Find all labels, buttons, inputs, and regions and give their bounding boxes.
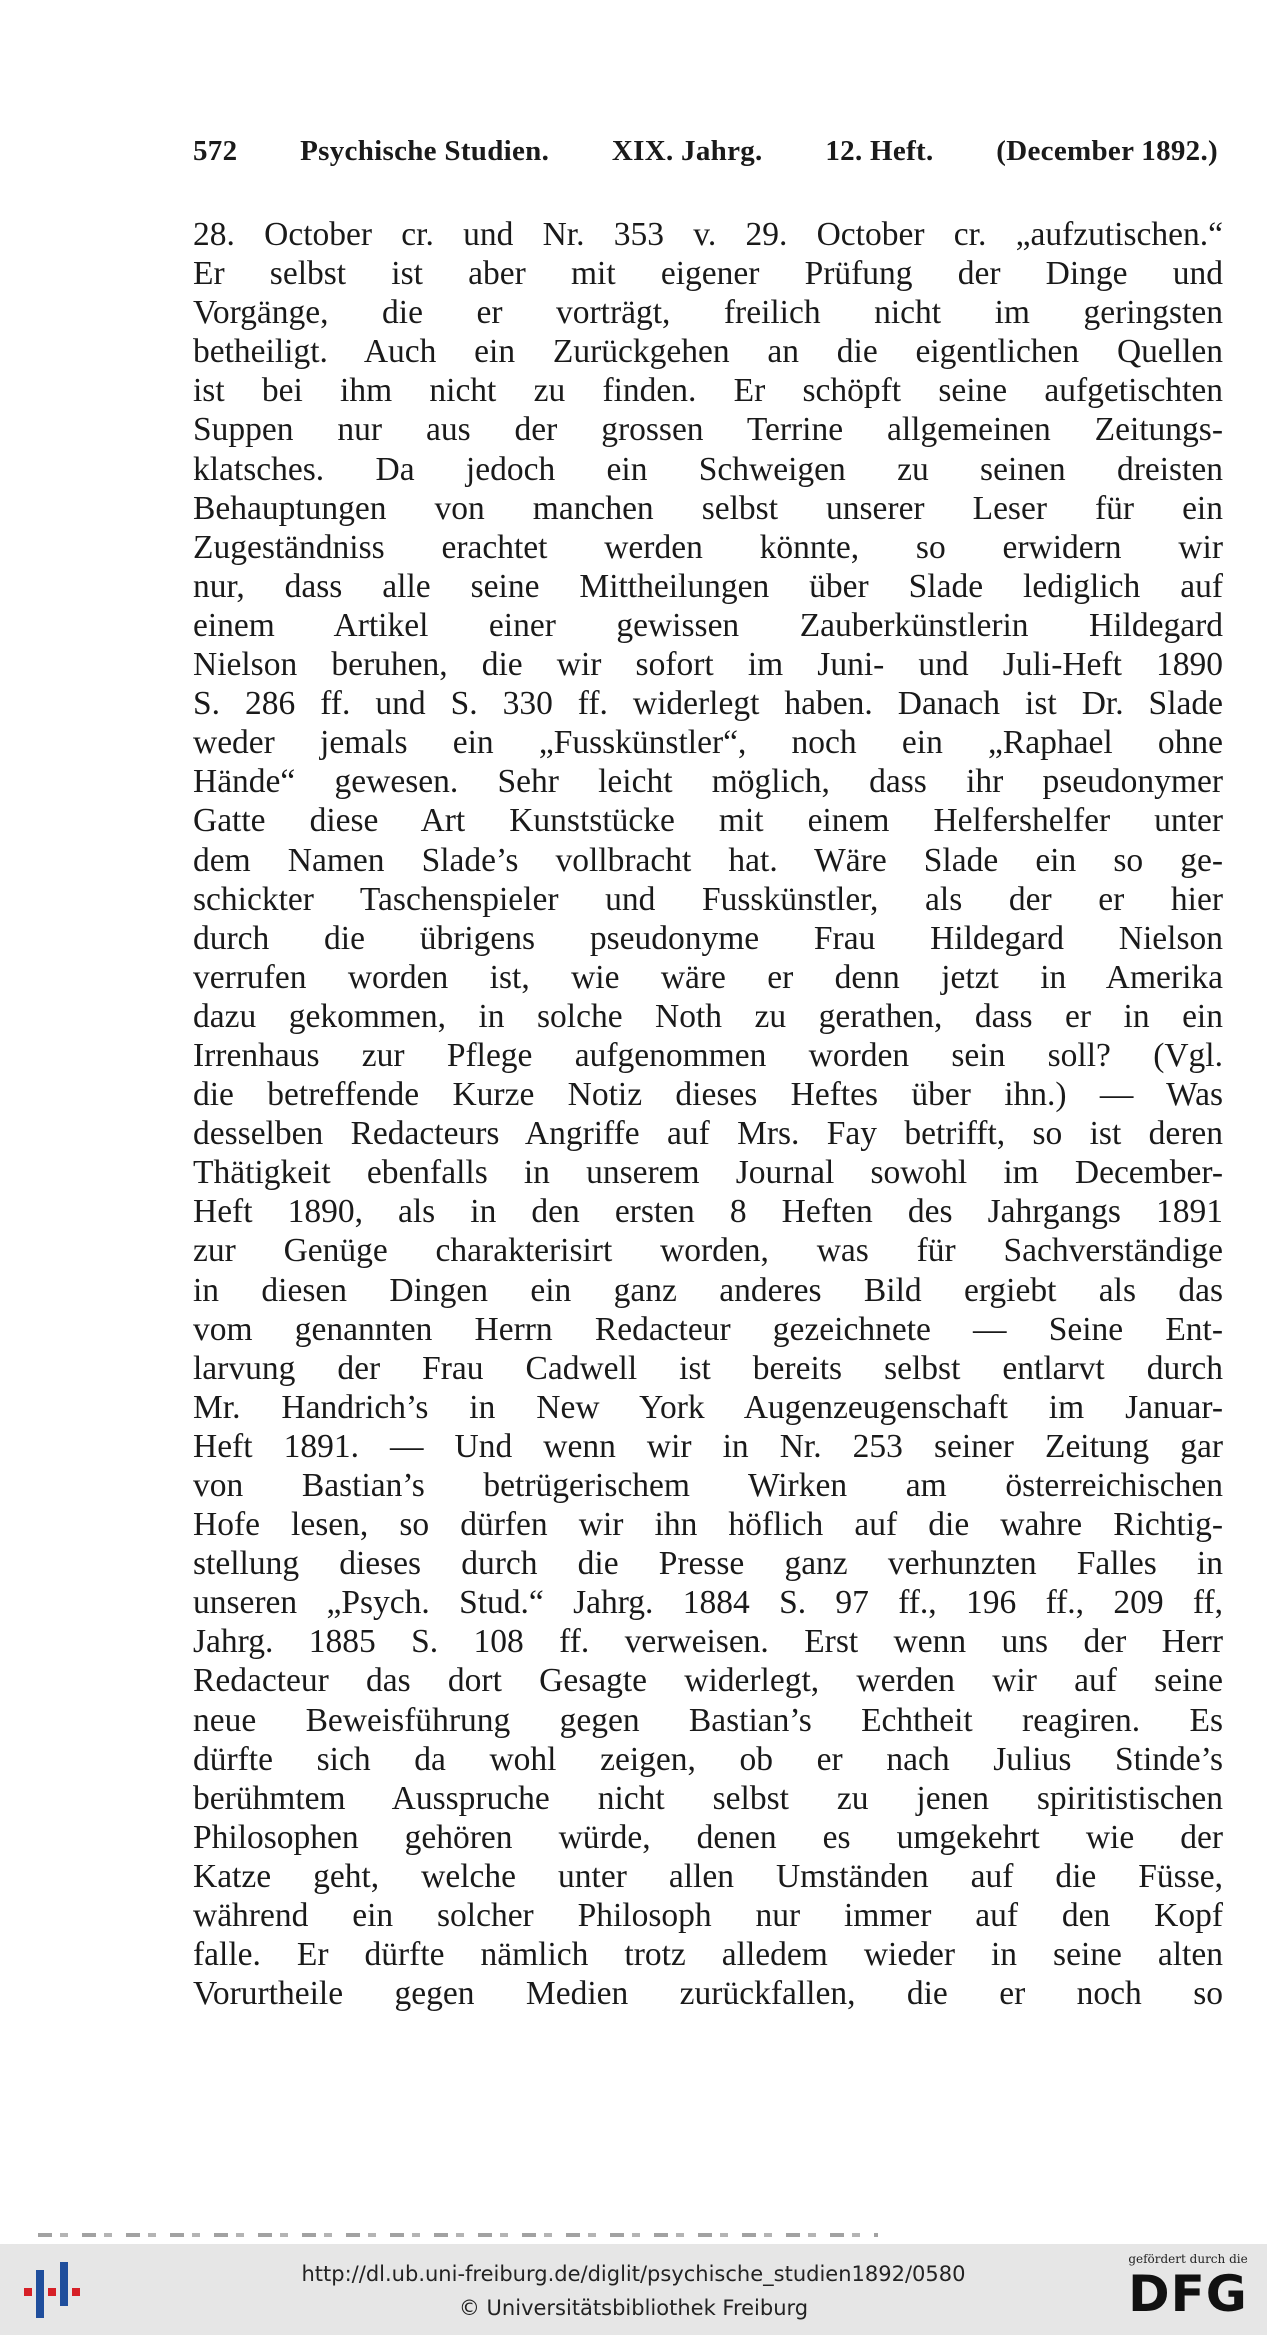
text-line: Irrenhaus zur Pflege aufgenommen worden sein soll? (Vgl. <box>193 1036 1223 1074</box>
text-line: Mr. Handrich’s in New York Augenzeugenschaft im Januar- <box>193 1388 1223 1426</box>
text-line: dem Namen Slade’s vollbracht hat. Wäre Slade ein so ge- <box>193 841 1223 879</box>
text-line: die betreffende Kurze Notiz dieses Heftes über ihn.) — Was <box>193 1076 1223 1114</box>
copyright-notice: © Universitätsbibliothek Freiburg <box>458 2296 809 2320</box>
text-line: Thätigkeit ebenfalls in unserem Journal sowohl im December- <box>193 1154 1223 1192</box>
issue-label: 12. Heft. <box>825 135 934 167</box>
issue-date: (December 1892.) <box>996 135 1218 167</box>
text-line: in diesen Dingen ein ganz anderes Bild ergiebt als das <box>193 1271 1223 1309</box>
ub-freiburg-logo-icon[interactable] <box>24 2262 80 2320</box>
text-line: Hände“ gewesen. Sehr leicht möglich, dass ihr pseudonymer <box>193 763 1223 801</box>
text-line: Nielson beruhen, die wir sofort im Juni- und Juli-Heft 1890 <box>193 646 1223 684</box>
text-line: schickter Taschenspieler und Fusskünstler, als der er hier <box>193 880 1223 918</box>
text-line: weder jemals ein „Fusskünstler“, noch ein „Raphael ohne <box>193 724 1223 762</box>
text-line: nur, dass alle seine Mittheilungen über Slade lediglich auf <box>193 567 1223 605</box>
dfg-funding-logo[interactable] <box>1118 2252 1258 2332</box>
text-line: larvung der Frau Cadwell ist bereits selbst entlarvt durch <box>193 1349 1223 1387</box>
text-line: Er selbst ist aber mit eigener Prüfung der Dinge und <box>193 255 1223 293</box>
text-line: Heft 1891. — Und wenn wir in Nr. 253 seiner Zeitung gar <box>193 1427 1223 1465</box>
text-line: Redacteur das dort Gesagte widerlegt, werden wir auf seine <box>193 1662 1223 1700</box>
text-line: 28. October cr. und Nr. 353 v. 29. October cr. „aufzutischen.“ <box>193 216 1223 253</box>
viewer-footer <box>0 2244 1267 2335</box>
text-line: S. 286 ff. und S. 330 ff. widerlegt haben. Danach ist Dr. Slade <box>193 685 1223 723</box>
text-line: einem Artikel einer gewissen Zauberkünstlerin Hildegard <box>193 606 1223 644</box>
text-line: Hofe lesen, so dürfen wir ihn höflich auf die wahre Richtig- <box>193 1506 1223 1544</box>
volume-label: XIX. Jahrg. <box>611 135 763 167</box>
text-line: Behauptungen von manchen selbst unserer Leser für ein <box>193 489 1223 527</box>
text-line: Gatte diese Art Kunststücke mit einem Helfershelfer unter <box>193 802 1223 840</box>
text-line: Katze geht, welche unter allen Umständen auf die Füsse, <box>193 1857 1223 1895</box>
text-line: Zugeständniss erachtet werden könnte, so erwidern wir <box>193 528 1223 566</box>
text-line: klatsches. Da jedoch ein Schweigen zu seinen dreisten <box>193 450 1223 488</box>
text-line: dazu gekommen, in solche Noth zu gerathen, dass er in ein <box>193 997 1223 1035</box>
text-line: während ein solcher Philosoph nur immer auf den Kopf <box>193 1897 1223 1935</box>
text-line: Vorurtheile gegen Medien zurückfallen, die er noch so <box>193 1975 1223 2013</box>
text-line: stellung dieses durch die Presse ganz verhunzten Falles in <box>193 1545 1223 1583</box>
running-header <box>193 135 1218 168</box>
text-line: Vorgänge, die er vorträgt, freilich nicht im geringsten <box>193 294 1223 332</box>
text-line: Philosophen gehören würde, denen es umgekehrt wie der <box>193 1818 1223 1856</box>
text-line: Suppen nur aus der grossen Terrine allgemeinen Zeitungs- <box>193 411 1223 449</box>
text-line: berühmtem Ausspruche nicht selbst zu jenen spiritistischen <box>193 1779 1223 1817</box>
text-line: verrufen worden ist, wie wäre er denn jetzt in Amerika <box>193 958 1223 996</box>
text-line: desselben Redacteurs Angriffe auf Mrs. Fay betrifft, so ist deren <box>193 1115 1223 1153</box>
text-line: unseren „Psych. Stud.“ Jahrg. 1884 S. 97 ff., 196 ff., 209 ff, <box>193 1584 1223 1622</box>
text-line: dürfte sich da wohl zeigen, ob er nach Julius Stinde’s <box>193 1740 1223 1778</box>
journal-title: Psychische Studien. <box>300 135 550 167</box>
text-line: neue Beweisführung gegen Bastian’s Echtheit reagiren. Es <box>193 1701 1223 1739</box>
text-line: betheiligt. Auch ein Zurückgehen an die eigentlichen Quellen <box>193 333 1223 371</box>
source-url-link[interactable]: http://dl.ub.uni-freiburg.de/diglit/psychische_studien1892/0580 <box>301 2262 966 2286</box>
text-line: falle. Er dürfte nämlich trotz alledem wieder in seine alten <box>193 1936 1223 1974</box>
text-line: vom genannten Herrn Redacteur gezeichnete — Seine Ent- <box>193 1310 1223 1348</box>
dfg-wordmark: DFG <box>1128 2265 1248 2323</box>
scan-edge-artifact <box>38 2233 878 2237</box>
text-line: ist bei ihm nicht zu finden. Er schöpft seine aufgetischten <box>193 372 1223 410</box>
text-line: Heft 1890, als in den ersten 8 Heften des Jahrgangs 1891 <box>193 1193 1223 1231</box>
page-number: 572 <box>193 135 238 167</box>
dfg-caption: gefördert durch die <box>1128 2252 1248 2266</box>
text-line: durch die übrigens pseudonyme Frau Hildegard Nielson <box>193 919 1223 957</box>
text-line: Jahrg. 1885 S. 108 ff. verweisen. Erst wenn uns der Herr <box>193 1623 1223 1661</box>
text-line: zur Genüge charakterisirt worden, was für Sachverständige <box>193 1232 1223 1270</box>
body-text <box>193 215 1223 2013</box>
text-line: von Bastian’s betrügerischem Wirken am österreichischen <box>193 1467 1223 1504</box>
